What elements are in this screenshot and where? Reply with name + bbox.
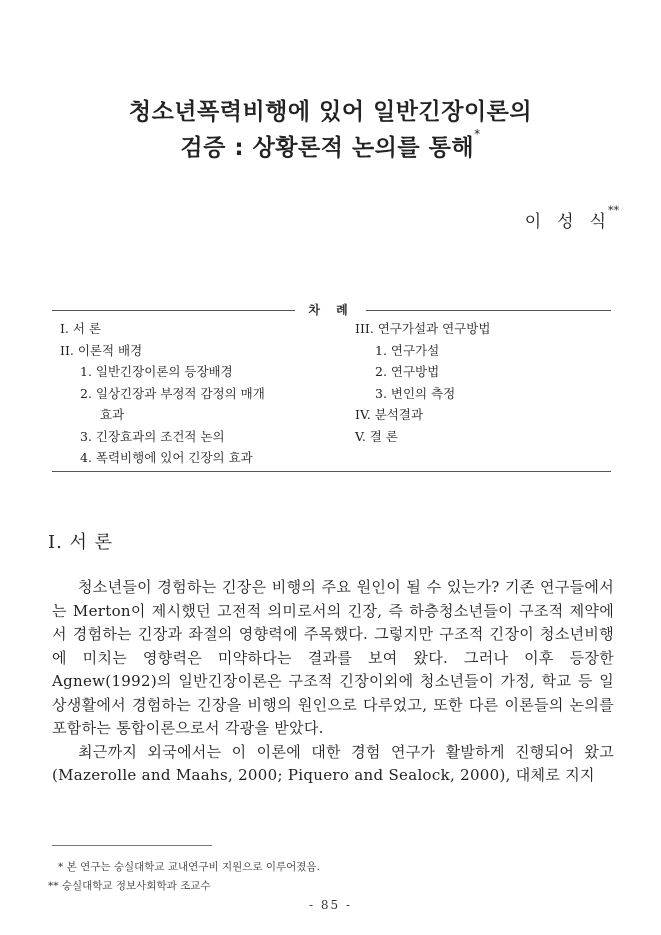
author-name-part: 이 <box>524 212 544 232</box>
paper-title-line-2 <box>0 129 661 162</box>
toc-item[interactable]: III. 연구가설과 연구방법 <box>355 321 491 336</box>
toc-item[interactable]: 3. 변인의 측정 <box>375 385 456 401</box>
toc-item[interactable]: IV. 분석결과 <box>355 407 424 422</box>
toc-top-rule-right <box>366 310 611 311</box>
toc-item[interactable]: 3. 긴장효과의 조건적 논의 <box>80 428 225 444</box>
footnote-rule <box>52 845 212 846</box>
title-line-2-text: 검증 : 상황론적 논의를 통해 <box>180 135 475 161</box>
toc-item[interactable]: 4. 폭력비행에 있어 긴장의 효과 <box>80 450 253 465</box>
toc-item-continuation[interactable]: 효과 <box>100 407 125 422</box>
author-name-part: 성 <box>557 212 576 232</box>
author-name-part: 식 <box>589 212 608 232</box>
toc-item[interactable]: 2. 일상긴장과 부정적 감정의 매개 <box>80 385 265 401</box>
toc-bottom-rule <box>52 471 611 472</box>
toc-heading: 차 례 <box>308 303 354 317</box>
toc-left-column <box>60 318 340 469</box>
toc-item[interactable]: I. 서 론 <box>60 321 102 336</box>
title-footnote-marker: * <box>474 127 481 141</box>
section-heading: I. 서 론 <box>48 532 114 553</box>
toc-item[interactable]: II. 이론적 배경 <box>60 342 143 358</box>
footnote-funding: * 본 연구는 숭실대학교 교내연구비 지원으로 이루어졌음. <box>58 861 320 873</box>
toc-top-rule-left <box>52 310 295 311</box>
footnotes <box>48 858 320 896</box>
title-line-1-text: 청소년폭력비행에 있어 일반긴장이론의 <box>128 99 533 125</box>
author-footnote-marker: ** <box>608 204 619 217</box>
footnote-affiliation: ** 숭실대학교 정보사회학과 조교수 <box>48 880 211 892</box>
body-text <box>52 576 614 788</box>
toc-right-column <box>355 318 615 447</box>
toc-item[interactable]: 1. 연구가설 <box>375 342 440 358</box>
body-paragraph: 최근까지 외국에서는 이 이론에 대한 경험 연구가 활발하게 진행되어 왔고(Mazerolle and Maahs, 2000; Piquero and Sealock, 2000), 대체로 지지 <box>52 742 614 784</box>
body-paragraph: 청소년들이 경험하는 긴장은 비행의 주요 원인이 될 수 있는가? 기존 연구들에서는 Merton이 제시했던 고전적 의미로서의 긴장, 즉 하층청소년들이 구조적 제약에서 경험하는 긴장과 좌절의 영향력에 주목했다. 그렇지만 구조적 긴장이 청소년비행에 미치는 영향력은 미약하다는 결과를 보여 왔다. 그러나 이후 등장한 Agnew(1992)의 일반긴장이론은 구조적 긴장이외에 청소년들이 가정, 학교 등 일상생활에서 경험하는 긴장을 비행의 원인으로 다루었고, 또한 다른 이론들의 논의를 포함하는 통합이론으로서 각광을 받았다. <box>52 578 614 737</box>
page-number: - 85 - <box>308 898 352 912</box>
toc-item[interactable]: 2. 연구방법 <box>375 364 440 379</box>
author-name <box>524 204 619 232</box>
paper-title-line-1 <box>0 93 661 126</box>
toc-item[interactable]: V. 결 론 <box>355 428 398 444</box>
toc-item[interactable]: 1. 일반긴장이론의 등장배경 <box>80 364 233 379</box>
